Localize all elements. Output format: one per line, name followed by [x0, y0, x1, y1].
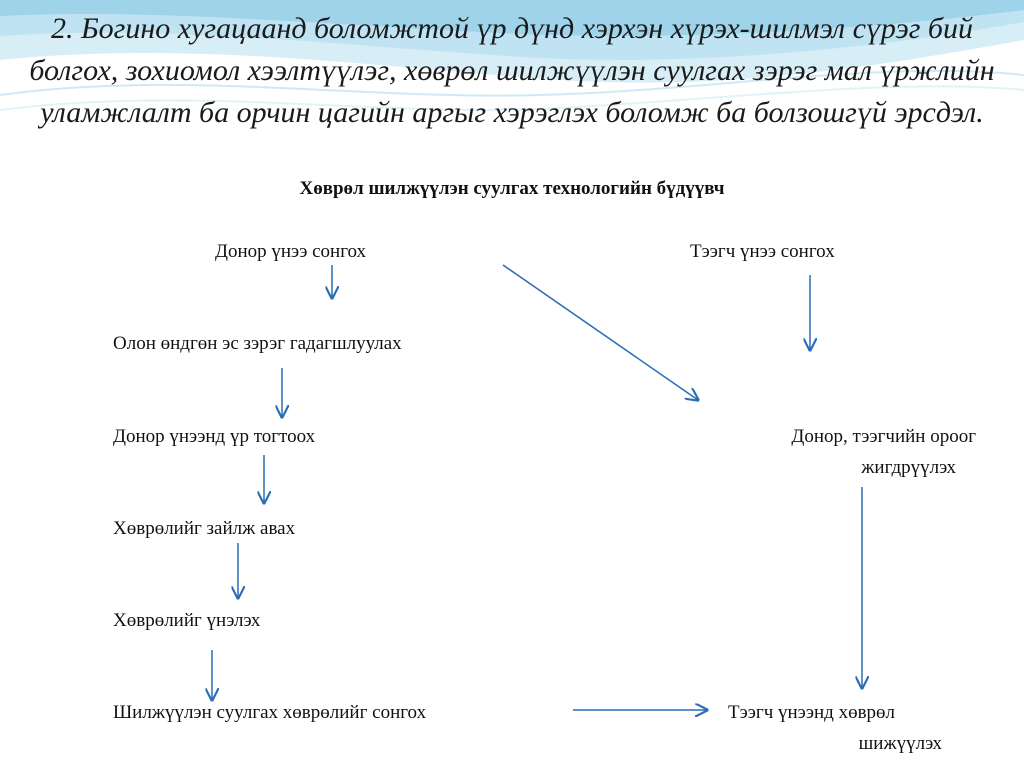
node-transfer-line1: Тээгч үнээнд хөврөл — [728, 702, 896, 723]
node-select-embryo: Шилжүүлэн суулгах хөврөлийг сонгох — [113, 702, 427, 723]
node-recipient-select: Тээгч үнээ сонгох — [690, 241, 835, 262]
node-flush: Хөврөлийг зайлж авах — [113, 518, 296, 539]
node-donor-select: Донор үнээ сонгох — [215, 241, 367, 262]
diagram-title: Хөврөл шилжүүлэн суулгах технологийн бүдүүвч — [299, 178, 725, 199]
node-sync-line2: жигдрүүлэх — [861, 457, 956, 478]
arrow-donor-to-sync — [503, 265, 698, 400]
node-transfer-line2: шижүүлэх — [858, 733, 942, 754]
node-evaluate: Хөврөлийг үнэлэх — [113, 610, 261, 631]
slide-heading: 2. Богино хугацаанд боломжтой үр дүнд хэрхэн хүрэх-шилмэл сүрэг бий болгох, зохиомол хээлтүүлэг, хөврөл шилжүүлэн суулгах зэрэг мал үржлийн уламжлалт ба орчин цагийн аргыг хэрэглэх боломж ба болзошгүй эрсдэл. — [29, 12, 995, 129]
node-sync-line1: Донор, тээгчийн ороог — [791, 426, 976, 447]
node-superovulation: Олон өндгөн эс зэрэг гадагшлуулах — [113, 333, 402, 354]
node-insemination: Донор үнээнд үр тогтоох — [113, 426, 316, 447]
